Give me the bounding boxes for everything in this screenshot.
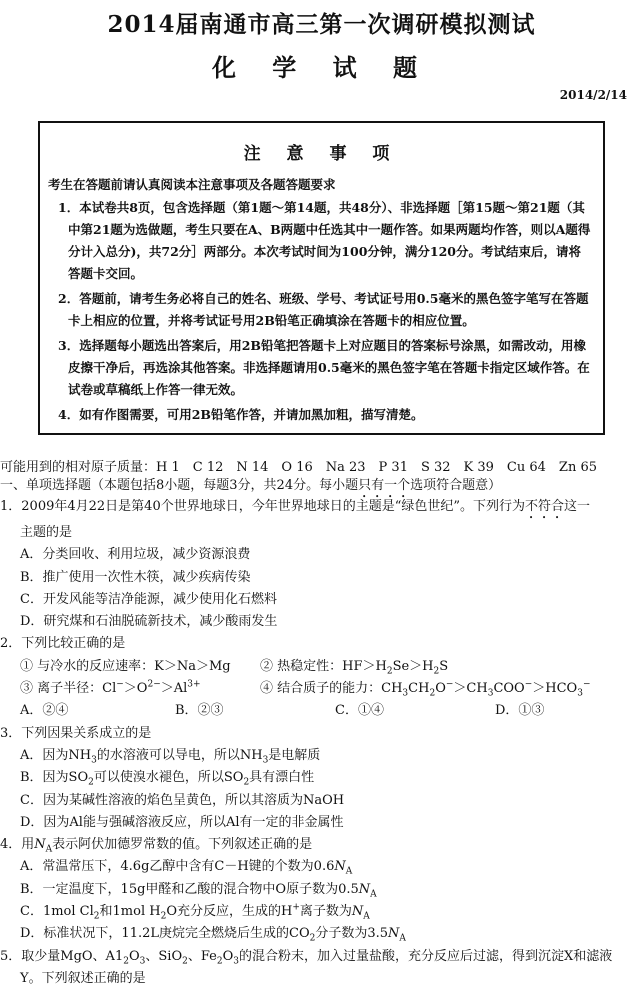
q4-option-b: B．一定温度下，15g甲醛和乙酸的混合物中O原子数为$0.5N_A$ (20, 881, 377, 900)
notice-box (38, 121, 605, 435)
section-desc-dots: 只有一个 (358, 478, 411, 493)
atomic-masses: 可能用到的相对原子质量：H 1 C 12 N 14 O 16 Na 23 P 31 S 32 K 39 Cu 64 Zn 65 (0, 460, 598, 475)
notice-item-3: 3．选择题每小题选出答案后，用2B铅笔把答题卡上对应题目的答案标号涂黑，如需改动，用橡皮擦干净后，再选涂其他答案。非选择题请用0.5毫米的黑色签字笔在答题卡指定区域作答。在试卷或草稿纸上作答一律无效。 (58, 338, 590, 397)
notice-intro: 考生在答题前请认真阅读本注意事项及各题答题要求 (48, 177, 336, 192)
q4-option-d: D．标准状况下，11.2L庚烷完全燃烧后生成的$CO_2$分子数为$3.5N_A$ (20, 926, 406, 944)
q2-option-c: C．①④ (335, 703, 384, 719)
q2-stem: 2．下列比较正确的是 (0, 636, 126, 652)
q4-option-a: A．常温常压下，4.6g乙醇中含有C－H键的个数为$0.6N_A$ (20, 859, 353, 878)
q1-option-c: C．开发风能等洁净能源，减少使用化石燃料 (20, 591, 277, 607)
q2-compare-row-1 (0, 656, 643, 678)
notice-title: 注 意 事 项 (243, 144, 400, 164)
q1-stem-a: 1．2009年4月22日是第40个世界地球日，今年世界地球日的主题是“绿色世纪”。下列行为 (0, 499, 526, 514)
notice-item-4: 4．如有作图需要，可用2B铅笔作答，并请加黑加粗，描写清楚。 (58, 407, 424, 422)
q1-stem (0, 496, 643, 522)
q2-compare-2: ② 热稳定性：$HF>H_2Se>H_2S$ (260, 658, 449, 677)
q5-stem: 5．取少量MgO、$A1_2O_3$、SiO$_2$、$Fe_2O_3$的混合粉末，加入过量盐酸，充分反应后过滤，得到沉淀X和滤液 (0, 948, 613, 967)
notice-item-1: 1．本试卷共8页，包含选择题（第1题～第14题，共48分）、非选择题［第15题～第21题（其中第21题为选做题，考生只要在A、B两题中任选其中一题作答。如果两题均作答，则以A题得分计入总分)，共72分］两部分。本次考试时间为100分钟，满分120分。考试结束后，请将答题卡交回。 (58, 200, 591, 281)
q3-option-c: C．因为某碱性溶液的焰色呈黄色，所以其溶质为NaOH (20, 792, 345, 808)
q3-option-d: D．因为Al能与强碱溶液反应，所以Al有一定的非金属性 (20, 814, 344, 830)
q4-stem: 4．用$N_A$表示阿伏加德罗常数的值。下列叙述正确的是 (0, 837, 313, 855)
q2-option-a: A．②④ (20, 703, 69, 719)
q5-stem-line2: Y。下列叙述正确的是 (20, 970, 146, 986)
q1-option-b: B．推广使用一次性木筷，减少疾病传染 (20, 569, 251, 585)
exam-subtitle: 化 学 试 题 (211, 53, 432, 82)
q4-option-c: C．1mol $Cl_2$和1mol $H_2O$充分反应，生成的H+离子数为$N_A$ (20, 902, 370, 922)
q1-option-d: D．研究煤和石油脱硫新技术，减少酸雨发生 (20, 614, 278, 630)
q2-option-b: B．②③ (175, 703, 224, 719)
questions (0, 496, 643, 990)
q2-options (0, 700, 643, 722)
section-desc-b: 选项符合题意） (410, 478, 502, 493)
q1-option-a: A．分类回收、利用垃圾，减少资源浪费 (20, 547, 251, 563)
q1-stem-b: 这一 (564, 499, 591, 514)
q3-stem: 3．下列因果关系成立的是 (0, 725, 152, 741)
q2-compare-4: ④ 结合质子的能力：$CH_3CH_2O^->CH_3COO^->HCO_3^-$ (260, 679, 591, 699)
q2-option-d: D．①③ (495, 703, 545, 719)
section-heading-label: 一、单项选择题 (0, 478, 92, 493)
q1-stem-dots: 不符合 (525, 499, 565, 514)
q3-option-a: A．因为$NH_3$的水溶液可以导电，所以$NH_3$是电解质 (20, 747, 321, 766)
q2-compare-3: ③ 离子半径：$Cl^->O^{2-}>Al^{3+}$ (20, 679, 201, 697)
notice-item-2: 2．答题前，请考生务必将自己的姓名、班级、学号、考试证号用0.5毫米的黑色签字笔写在答题卡上相应的位置，并将考试证号用2B铅笔正确填涂在答题卡的相应位置。 (58, 291, 589, 328)
q1-stem-line2: 主题的是 (20, 525, 73, 540)
q3-option-b: B．因为$SO_2$可以使溴水褪色，所以$SO_2$具有漂白性 (20, 770, 315, 788)
q2-compare-1: ① 与冷水的反应速率：K＞Na＞Mg (20, 658, 231, 674)
exam-date: 2014/2/14 (559, 88, 627, 102)
section-desc-a: （本题包括8小题，每题3分，共24分。每小题 (91, 478, 359, 493)
q2-compare-row-2 (0, 678, 643, 700)
exam-title: 2014届南通市高三第一次调研模拟测试 (107, 11, 536, 38)
